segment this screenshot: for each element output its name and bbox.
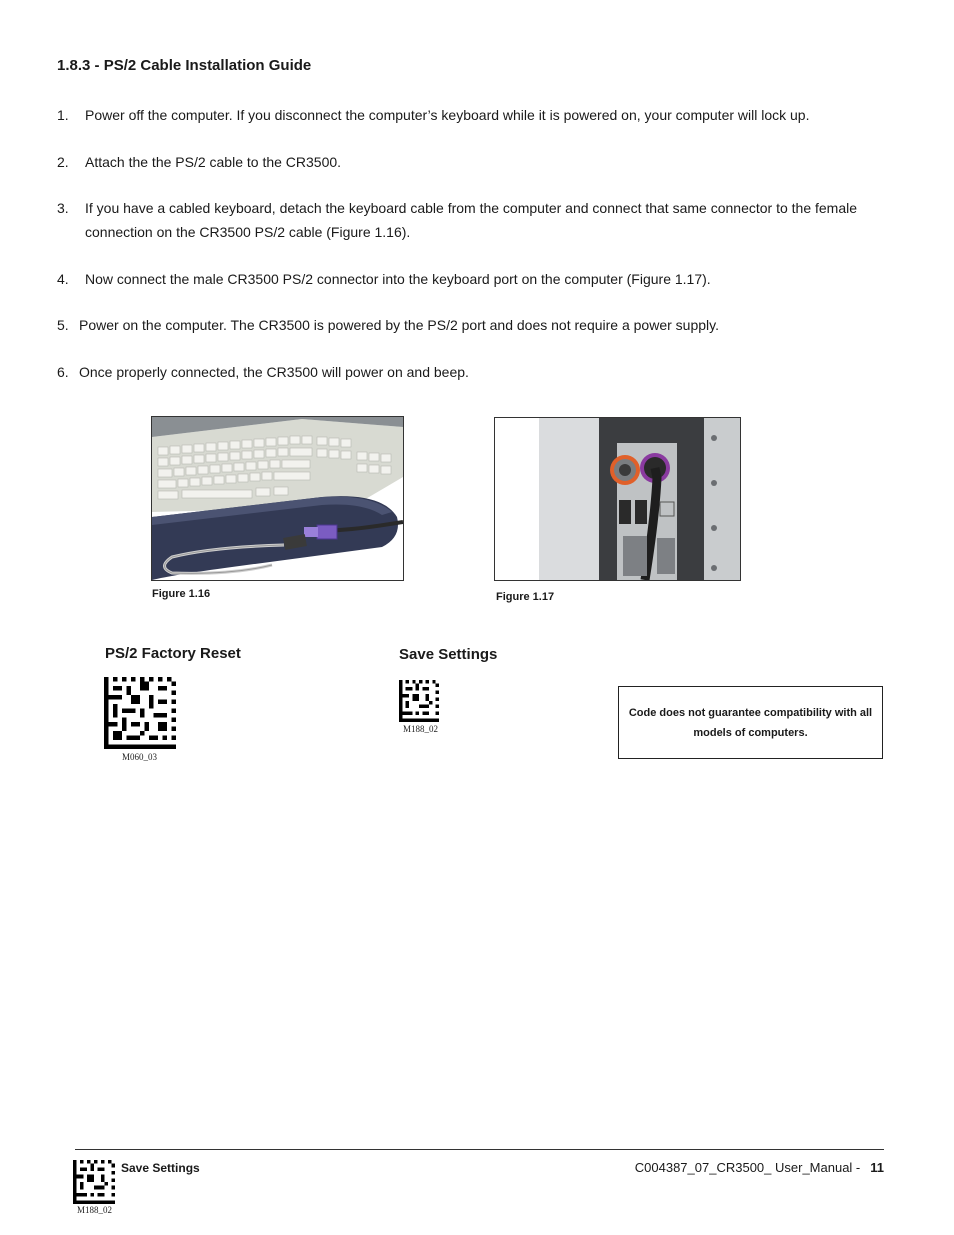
- datamatrix-barcode: [399, 680, 439, 727]
- barcode-icon: [104, 677, 176, 749]
- keyboard-illustration: [152, 417, 403, 580]
- step-text: Power off the computer. If you disconnect the computer’s keyboard while it is powered on, your computer will lock up.: [85, 107, 810, 123]
- step-text: If you have a cabled keyboard, detach the keyboard cable from the computer and connect that same connector to the female connection on the CR3500 PS/2 cable (Figure 1.16).: [85, 200, 858, 240]
- step-number: 6.: [57, 364, 69, 380]
- step-number: 1.: [57, 107, 69, 123]
- footer-document-info: [635, 1160, 884, 1175]
- figure-caption: Figure 1.17: [496, 591, 555, 603]
- code-title: Save Settings: [399, 646, 498, 663]
- step-text: Now connect the male CR3500 PS/2 connector into the keyboard port on the computer (Figure 1.17).: [85, 271, 711, 287]
- step-number: 4.: [57, 271, 69, 287]
- figure-ports-photo: [494, 417, 741, 581]
- step-text: Once properly connected, the CR3500 will power on and beep.: [79, 364, 469, 380]
- step-text: Attach the the PS/2 cable to the CR3500.: [85, 154, 342, 170]
- step-number: 3.: [57, 200, 69, 216]
- figure-caption: Figure 1.16: [152, 588, 211, 600]
- datamatrix-barcode: [104, 677, 176, 754]
- barcode-label: M188_02: [403, 724, 439, 734]
- footer-divider: [75, 1149, 884, 1150]
- step-text: Power on the computer. The CR3500 is powered by the PS/2 port and does not require a power supply.: [79, 317, 719, 333]
- barcode-label: M060_03: [122, 752, 158, 762]
- step-number: 2.: [57, 154, 69, 170]
- step-number: 5.: [57, 317, 69, 333]
- footer-datamatrix-barcode: [73, 1160, 115, 1209]
- footer-barcode-label: M188_02: [77, 1205, 113, 1215]
- section-heading: 1.8.3 - PS/2 Cable Installation Guide: [57, 57, 312, 74]
- code-title: PS/2 Factory Reset: [105, 645, 241, 662]
- footer-code-title: Save Settings: [121, 1161, 200, 1175]
- document-name: C004387_07_CR3500_ User_Manual -: [634, 1160, 861, 1175]
- barcode-icon: [73, 1160, 115, 1204]
- page-number: 11: [870, 1160, 884, 1175]
- computer-ports-illustration: [495, 418, 740, 580]
- figure-keyboard-photo: [151, 416, 404, 581]
- compatibility-note: Code does not guarantee compatibility with all models of computers.: [618, 686, 883, 759]
- barcode-icon: [399, 680, 439, 722]
